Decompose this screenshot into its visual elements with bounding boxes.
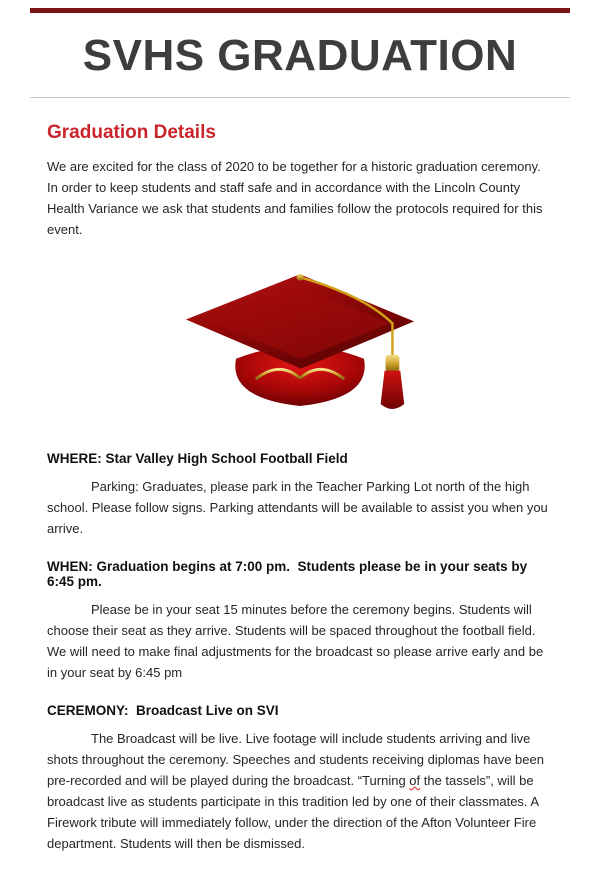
when-paragraph: Please be in your seat 15 minutes before the ceremony begins. Students will choose their seat as they arrive. Students will be spaced throughout the football field. We will need to make final adjustments for the broadcast so please arrive early and be in your seat by 6:45 pm [47,602,544,680]
ceremony-text-pre: The Broadcast will be live. Live footage will include students arriving and live shots throughout the ceremony. Speeches and students receiving diplomas have been pre-recorded and will be played during the broadcast. “Turning [47,731,544,788]
spellcheck-underlined-word: of [409,773,421,788]
ceremony-heading: CEREMONY: Broadcast Live on SVI [47,703,279,718]
intro-paragraph: We are excited for the class of 2020 to be together for a historic graduation ceremony. In order to keep students and staff safe and in accordance with the Lincoln County Health Variance we ask that students and families follow the protocols required for this event. [47,159,543,237]
graduation-cap-figure [47,268,553,431]
page-title: SVHS GRADUATION [82,31,518,80]
content-area [30,122,570,854]
when-heading: WHEN: Graduation begins at 7:00 pm. Students please be in your seats by 6:45 pm. [47,559,531,589]
where-heading: WHERE: Star Valley High School Football Field [47,451,348,466]
title-divider [30,97,570,98]
ceremony-text-post: the tassels”, will be broadcast live as students participate in this tradition led by one of their classmates. A Firework tribute will immediately follow, under the direction of the Afton Volunteer Fire department. Students will then be dismissed. [47,773,539,851]
where-paragraph: Parking: Graduates, please park in the Teacher Parking Lot north of the high school. Please follow signs. Parking attendants will be available to assist you when you arrive. [47,479,548,536]
graduation-cap-icon [182,268,418,426]
graduation-details-heading: Graduation Details [47,122,216,143]
top-accent-bar [30,8,570,13]
ceremony-paragraph [47,728,553,854]
